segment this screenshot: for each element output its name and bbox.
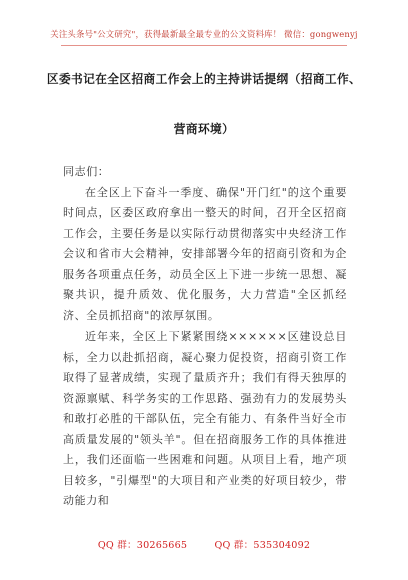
- document-title-line-1: 区委书记在全区招商工作会上的主持讲话提纲（招商工作、: [46, 72, 362, 86]
- document-body: [63, 162, 347, 513]
- header-promo-note: 关注头条号"公文研究"，获得最新最全最专业的公文资料库！ 微信：gongwenyj: [50, 29, 358, 39]
- paragraph-2: 近年来，全区上下紧紧围绕××××××区建设总目标，全力以赴抓招商，凝心聚力促投资，招商引资工作取得了显著成绩，实现了量质齐升；我们有得天独厚的资源禀赋、科学务实的工作思路、强劲有力的发展势头和敢打必胜的干部队伍，完全有能力、有条件当好全市高质量发展的"领头羊"。但在招商服务工作的具体推进上，我们还面临一些困难和问题。从项目上看，地产项目较多，"引爆型"的大项目和产业类的好项目较少，带动能力和: [63, 330, 347, 507]
- footer-qq-group-1: QQ 群：30265665: [97, 540, 188, 551]
- greeting: 同志们：: [63, 165, 110, 178]
- paragraph-1: 在全区上下奋斗一季度、确保"开门红"的这个重要时间点，区委区政府拿出一整天的时间，召开全区招商工作会，主要任务是以实际行动贯彻落实中央经济工作会议和省市大会精神，安排部署今年的招商引资和为企服务各项重点任务，动员全区上下进一步统一思想、凝聚共识，提升质效、优化服务，大力营造"全区抓经济、全员抓招商"的浓厚氛围。: [63, 185, 347, 322]
- header-divider: [61, 45, 347, 46]
- footer-contact: [0, 537, 408, 551]
- document-title-line-2: 营商环境）: [173, 122, 235, 136]
- footer-qq-group-2: QQ 群：535304092: [214, 540, 311, 551]
